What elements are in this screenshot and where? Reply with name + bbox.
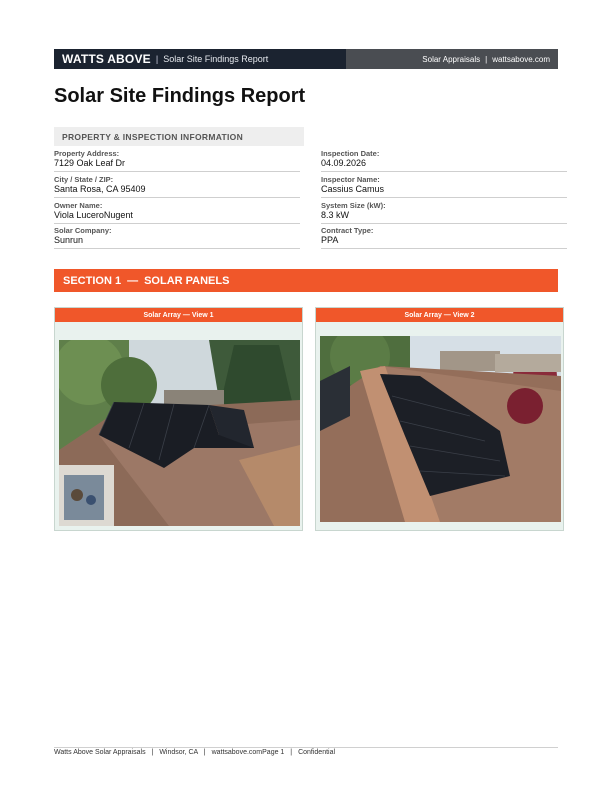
page-title: Solar Site Findings Report [54, 85, 306, 107]
field-value: PPA [321, 235, 339, 245]
photo-caption: Solar Array — View 2 [316, 308, 563, 322]
header-separator: | [155, 54, 159, 64]
footer-separator: | [203, 749, 206, 756]
field-inspection-date [321, 149, 567, 172]
field-property-address [54, 149, 300, 172]
footer-company: Watts Above Solar Appraisals [54, 749, 146, 756]
field-contract-type [321, 226, 567, 249]
field-owner-name [54, 201, 300, 224]
photo-caption: Solar Array — View 1 [55, 308, 302, 322]
field-label: System Size (kW): [321, 201, 386, 210]
solar-array-photo-2 [320, 336, 561, 522]
property-section-heading: PROPERTY & INSPECTION INFORMATION [54, 127, 304, 146]
footer [54, 749, 335, 756]
header-brand-block [54, 49, 346, 69]
footer-rule [54, 747, 558, 748]
field-city-state-zip [54, 175, 300, 198]
footer-site-page: wattsabove.comPage 1 [211, 749, 285, 756]
footer-separator: | [290, 749, 293, 756]
field-value: 7129 Oak Leaf Dr [54, 158, 126, 168]
footer-location: Windsor, CA [159, 749, 198, 756]
photo-card-view-2 [315, 307, 564, 531]
header-right-separator: | [485, 54, 488, 64]
header-website: wattsabove.com [492, 54, 550, 64]
field-value: Santa Rosa, CA 95409 [54, 184, 146, 194]
field-inspector-name [321, 175, 567, 198]
field-value: 8.3 kW [321, 210, 350, 220]
photo-card-view-1 [54, 307, 303, 531]
section-name: SOLAR PANELS [144, 274, 230, 287]
field-label: Contract Type: [321, 226, 374, 235]
header-tagline: Solar Appraisals [422, 54, 481, 64]
brand-name: WATTS ABOVE [62, 52, 151, 66]
field-solar-company [54, 226, 300, 249]
footer-separator: | [151, 749, 154, 756]
section-dash: — [127, 274, 139, 287]
field-label: City / State / ZIP: [54, 175, 114, 184]
section-1-heading [54, 269, 558, 292]
field-value: Cassius Camus [321, 184, 385, 194]
field-value: 04.09.2026 [321, 158, 367, 168]
header-bar [54, 49, 558, 69]
solar-array-photo-1 [59, 340, 300, 526]
field-value: Viola LuceroNugent [54, 210, 133, 220]
field-label: Owner Name: [54, 201, 103, 210]
field-system-size [321, 201, 567, 224]
field-label: Inspector Name: [321, 175, 380, 184]
header-right-block [346, 49, 558, 69]
field-label: Property Address: [54, 149, 120, 158]
field-label: Solar Company: [54, 226, 112, 235]
header-subtitle: Solar Site Findings Report [163, 54, 269, 64]
field-label: Inspection Date: [321, 149, 380, 158]
footer-confidential: Confidential [298, 749, 336, 756]
field-value: Sunrun [54, 235, 84, 245]
section-number: SECTION 1 [63, 274, 122, 287]
